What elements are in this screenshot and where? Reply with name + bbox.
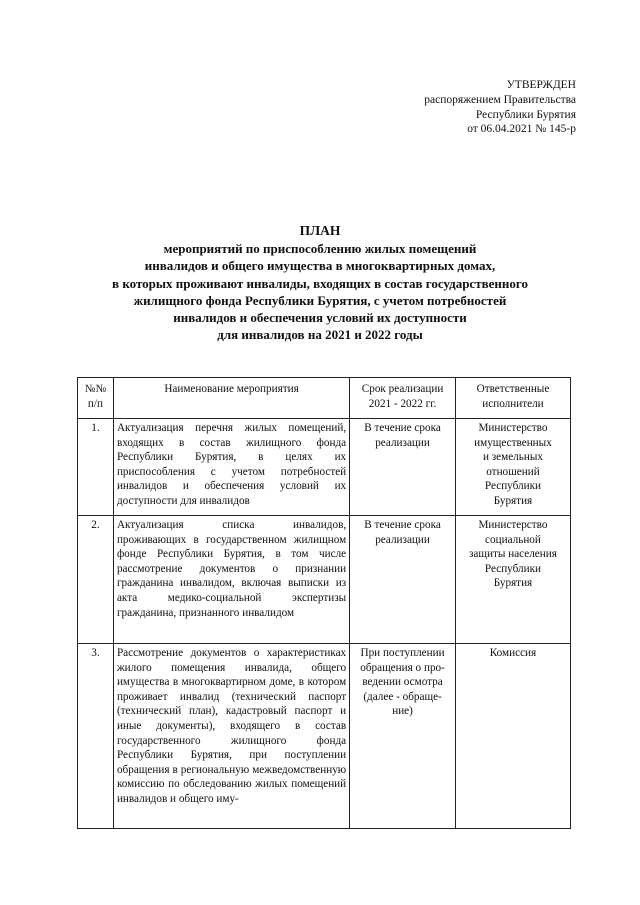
row-term: В течение срока реализации bbox=[350, 419, 456, 516]
table-row bbox=[78, 516, 571, 644]
header-name: Наименование мероприятия bbox=[113, 378, 349, 419]
title-line: инвалидов и обеспечения условий их доступности bbox=[173, 310, 467, 326]
title-line: инвалидов и общего имущества в многоквартирных домах, bbox=[144, 258, 496, 274]
row-term: При поступлении обращения о про- ведении осмотра (далее - обраще- ние) bbox=[350, 644, 456, 829]
title-line: для инвалидов на 2021 и 2022 годы bbox=[217, 327, 423, 343]
row-executor: Министерство имущественных и земельных отношений Республики Бурятия bbox=[455, 419, 570, 516]
header-term: Срок реализации 2021 - 2022 гг. bbox=[350, 378, 456, 419]
title-line: в которых проживают инвалиды, входящих в состав государственного bbox=[112, 275, 528, 291]
plan-table bbox=[77, 377, 571, 829]
row-num: 3. bbox=[78, 644, 114, 829]
approval-line: Республики Бурятия bbox=[475, 108, 576, 121]
title-heading: ПЛАН bbox=[299, 223, 341, 238]
approval-stamp bbox=[424, 78, 576, 137]
approval-line: от 06.04.2021 № 145-р bbox=[467, 123, 576, 136]
approval-line: распоряжением Правительства bbox=[424, 93, 576, 106]
header-executor: Ответственные исполнители bbox=[455, 378, 570, 419]
row-name: Актуализация списка инвалидов, проживающих в государственном жилищном фонде Республики Бурятия, в том числе рассмотрение документов о признании гражданина инвалидом, включая выписки из акта медико-социальной экспертизы гражданина, признанного инвалидом bbox=[113, 516, 349, 644]
title-line: жилищного фонда Республики Бурятия, с учетом потребностей bbox=[133, 292, 507, 308]
row-term: В течение срока реализации bbox=[350, 516, 456, 644]
title-line: мероприятий по приспособлению жилых помещений bbox=[163, 241, 477, 257]
table-header-row bbox=[78, 378, 571, 419]
row-executor: Комиссия bbox=[455, 644, 570, 829]
document-title bbox=[60, 222, 580, 343]
table-row bbox=[78, 419, 571, 516]
header-num: №№ п/п bbox=[78, 378, 114, 419]
approval-line: УТВЕРЖДЕН bbox=[506, 79, 576, 91]
row-name: Актуализация перечня жилых помещений, входящих в состав жилищного фонда Республики Бурятия, в целях их приспособления с учетом потребностей инвалидов и обеспечения условий их доступности для инвалидов bbox=[113, 419, 349, 516]
row-name: Рассмотрение документов о характеристиках жилого помещения инвалида, общего имущества в многоквартирном доме, в котором проживает инвалид (технический паспорт (технический план), кадастровый паспорт и иные документы), входящего в состав государственного жилищного фонда Республики Бурятия, при поступлении обращения в региональную межведомственную комиссию по обследованию жилых помещений инвалидов и общего иму- bbox=[113, 644, 349, 829]
row-num: 2. bbox=[78, 516, 114, 644]
row-num: 1. bbox=[78, 419, 114, 516]
table-row bbox=[78, 644, 571, 829]
row-executor: Министерство социальной защиты населения Республики Бурятия bbox=[455, 516, 570, 644]
